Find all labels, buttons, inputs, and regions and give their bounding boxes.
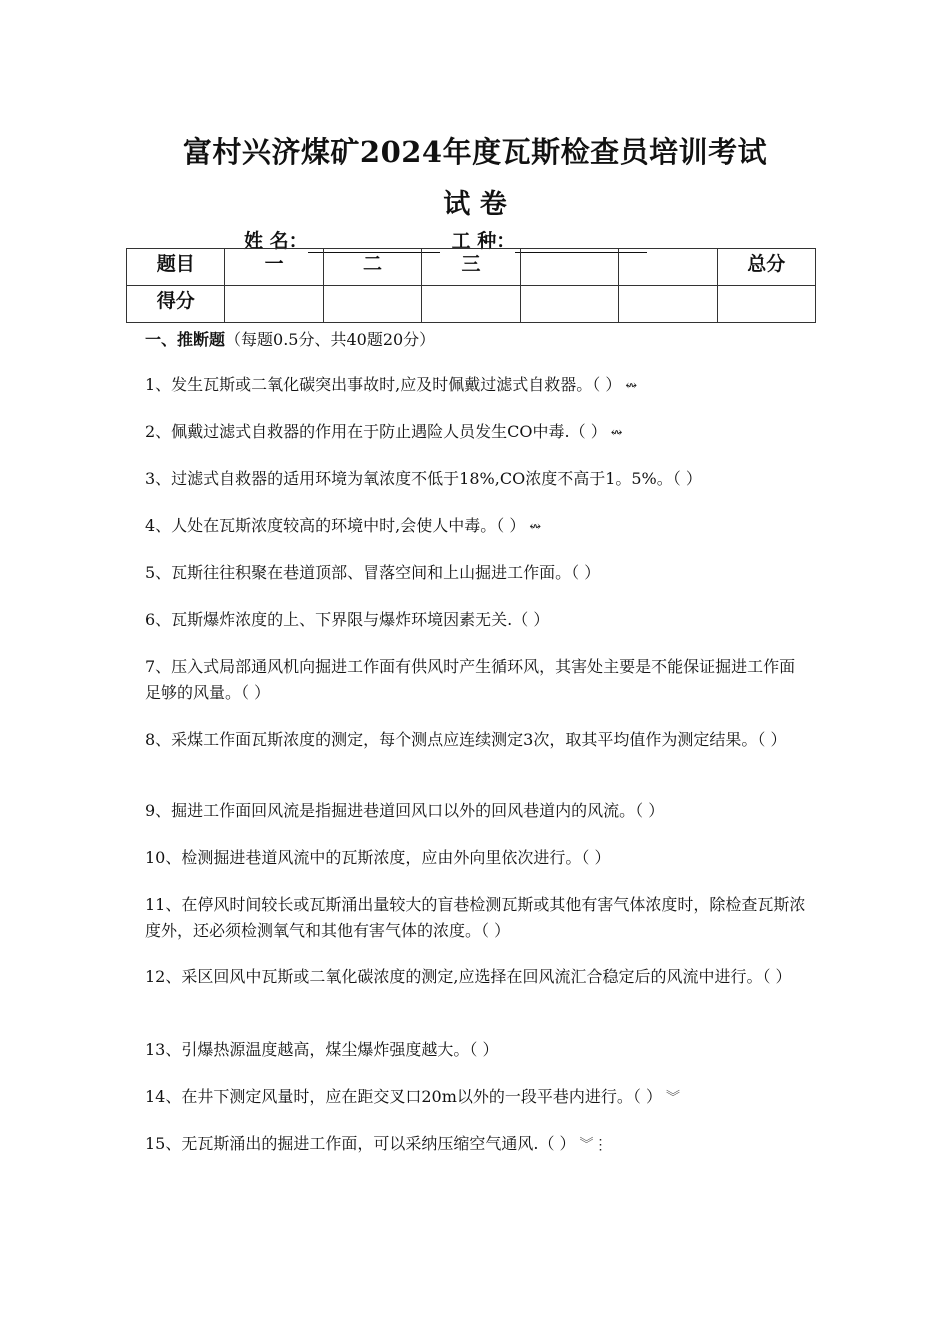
handwritten-mark-icon: ↭ <box>529 519 542 535</box>
question-text: 12、采区回风中瓦斯或二氧化碳浓度的测定,应选择在回风流汇合稳定后的风流中进行。（ ） <box>145 967 792 986</box>
section-note: （每题0.5分、共40题20分） <box>225 330 436 349</box>
question-text: 11、在停风时间较长或瓦斯涌出量较大的盲巷检测瓦斯或其他有害气体浓度时，除检查瓦斯浓度外，还必须检测氧气和其他有害气体的浓度。（ ） <box>145 895 806 940</box>
question-text: 15、无瓦斯涌出的掘进工作面，可以采纳压缩空气通风.（ ） <box>145 1134 576 1153</box>
question-item <box>145 1037 810 1063</box>
score-header-cell: 总分 <box>717 249 815 286</box>
score-header-cell: 题目 <box>127 249 225 286</box>
question-item <box>145 845 810 871</box>
exam-subtitle: 试 卷 <box>443 189 507 220</box>
exam-title: 富村兴济煤矿2024年度瓦斯检查员培训考试 <box>182 135 768 169</box>
score-header-cell: 二 <box>323 249 421 286</box>
name-label: 姓 名： <box>244 230 308 252</box>
question-item <box>145 372 810 399</box>
score-header-cell <box>520 249 618 286</box>
handwritten-mark-icon: ︾⋮ <box>579 1137 608 1153</box>
question-text: 13、引爆热源温度越高，煤尘爆炸强度越大。（ ） <box>145 1040 499 1059</box>
question-text: 1、发生瓦斯或二氧化碳突出事故时,应及时佩戴过滤式自救器。（ ） <box>145 375 622 394</box>
question-text: 4、人处在瓦斯浓度较高的环境中时,会使人中毒。（ ） <box>145 516 526 535</box>
question-text: 14、在井下测定风量时，应在距交叉口20m以外的一段平巷内进行。（ ） <box>145 1087 662 1106</box>
score-cell[interactable] <box>225 286 323 323</box>
score-row-label: 得分 <box>127 286 225 323</box>
score-cell[interactable] <box>323 286 421 323</box>
question-text: 10、检测掘进巷道风流中的瓦斯浓度，应由外向里依次进行。（ ） <box>145 848 611 867</box>
question-text: 2、佩戴过滤式自救器的作用在于防止遇险人员发生CO中毒.（ ） <box>145 422 607 441</box>
handwritten-mark-icon: ︾ <box>665 1090 680 1106</box>
job-label: 工 种： <box>451 230 516 252</box>
question-item <box>145 798 810 824</box>
score-cell[interactable] <box>422 286 520 323</box>
question-text: 8、采煤工作面瓦斯浓度的测定，每个测点应连续测定3次，取其平均值作为测定结果。（ ） <box>145 730 787 749</box>
section-title: 一、推断题 <box>145 330 226 349</box>
score-header-cell: 一 <box>225 249 323 286</box>
score-cell[interactable] <box>520 286 618 323</box>
question-item <box>145 892 810 944</box>
question-item <box>145 1131 810 1158</box>
question-text: 5、瓦斯往往积聚在巷道顶部、冒落空间和上山掘进工作面。（ ） <box>145 563 601 582</box>
score-header-cell <box>619 249 717 286</box>
question-item <box>145 466 810 492</box>
question-text: 7、压入式局部通风机向掘进工作面有供风时产生循环风，其害处主要是不能保证掘进工作面足够的风量。（ ） <box>145 657 796 702</box>
score-table <box>126 248 816 323</box>
score-header-cell: 三 <box>422 249 520 286</box>
question-item <box>145 513 810 540</box>
handwritten-mark-icon: ↭ <box>625 378 638 394</box>
question-item <box>145 1084 810 1111</box>
question-item <box>145 419 810 446</box>
section-heading <box>145 327 435 350</box>
handwritten-mark-icon: ↭ <box>610 425 623 441</box>
question-text: 9、掘进工作面回风流是指掘进巷道回风口以外的回风巷道内的风流。（ ） <box>145 801 665 820</box>
score-table-header-row <box>127 249 816 286</box>
question-text: 6、瓦斯爆炸浓度的上、下界限与爆炸环境因素无关.（ ） <box>145 610 550 629</box>
question-item <box>145 560 810 586</box>
score-cell[interactable] <box>619 286 717 323</box>
question-item <box>145 654 810 706</box>
score-table-score-row <box>127 286 816 323</box>
question-item <box>145 607 810 633</box>
question-item <box>145 727 810 753</box>
question-text: 3、过滤式自救器的适用环境为氧浓度不低于18%,CO浓度不高于1。5%。（ ） <box>145 469 702 488</box>
question-item <box>145 964 810 990</box>
score-cell[interactable] <box>717 286 815 323</box>
